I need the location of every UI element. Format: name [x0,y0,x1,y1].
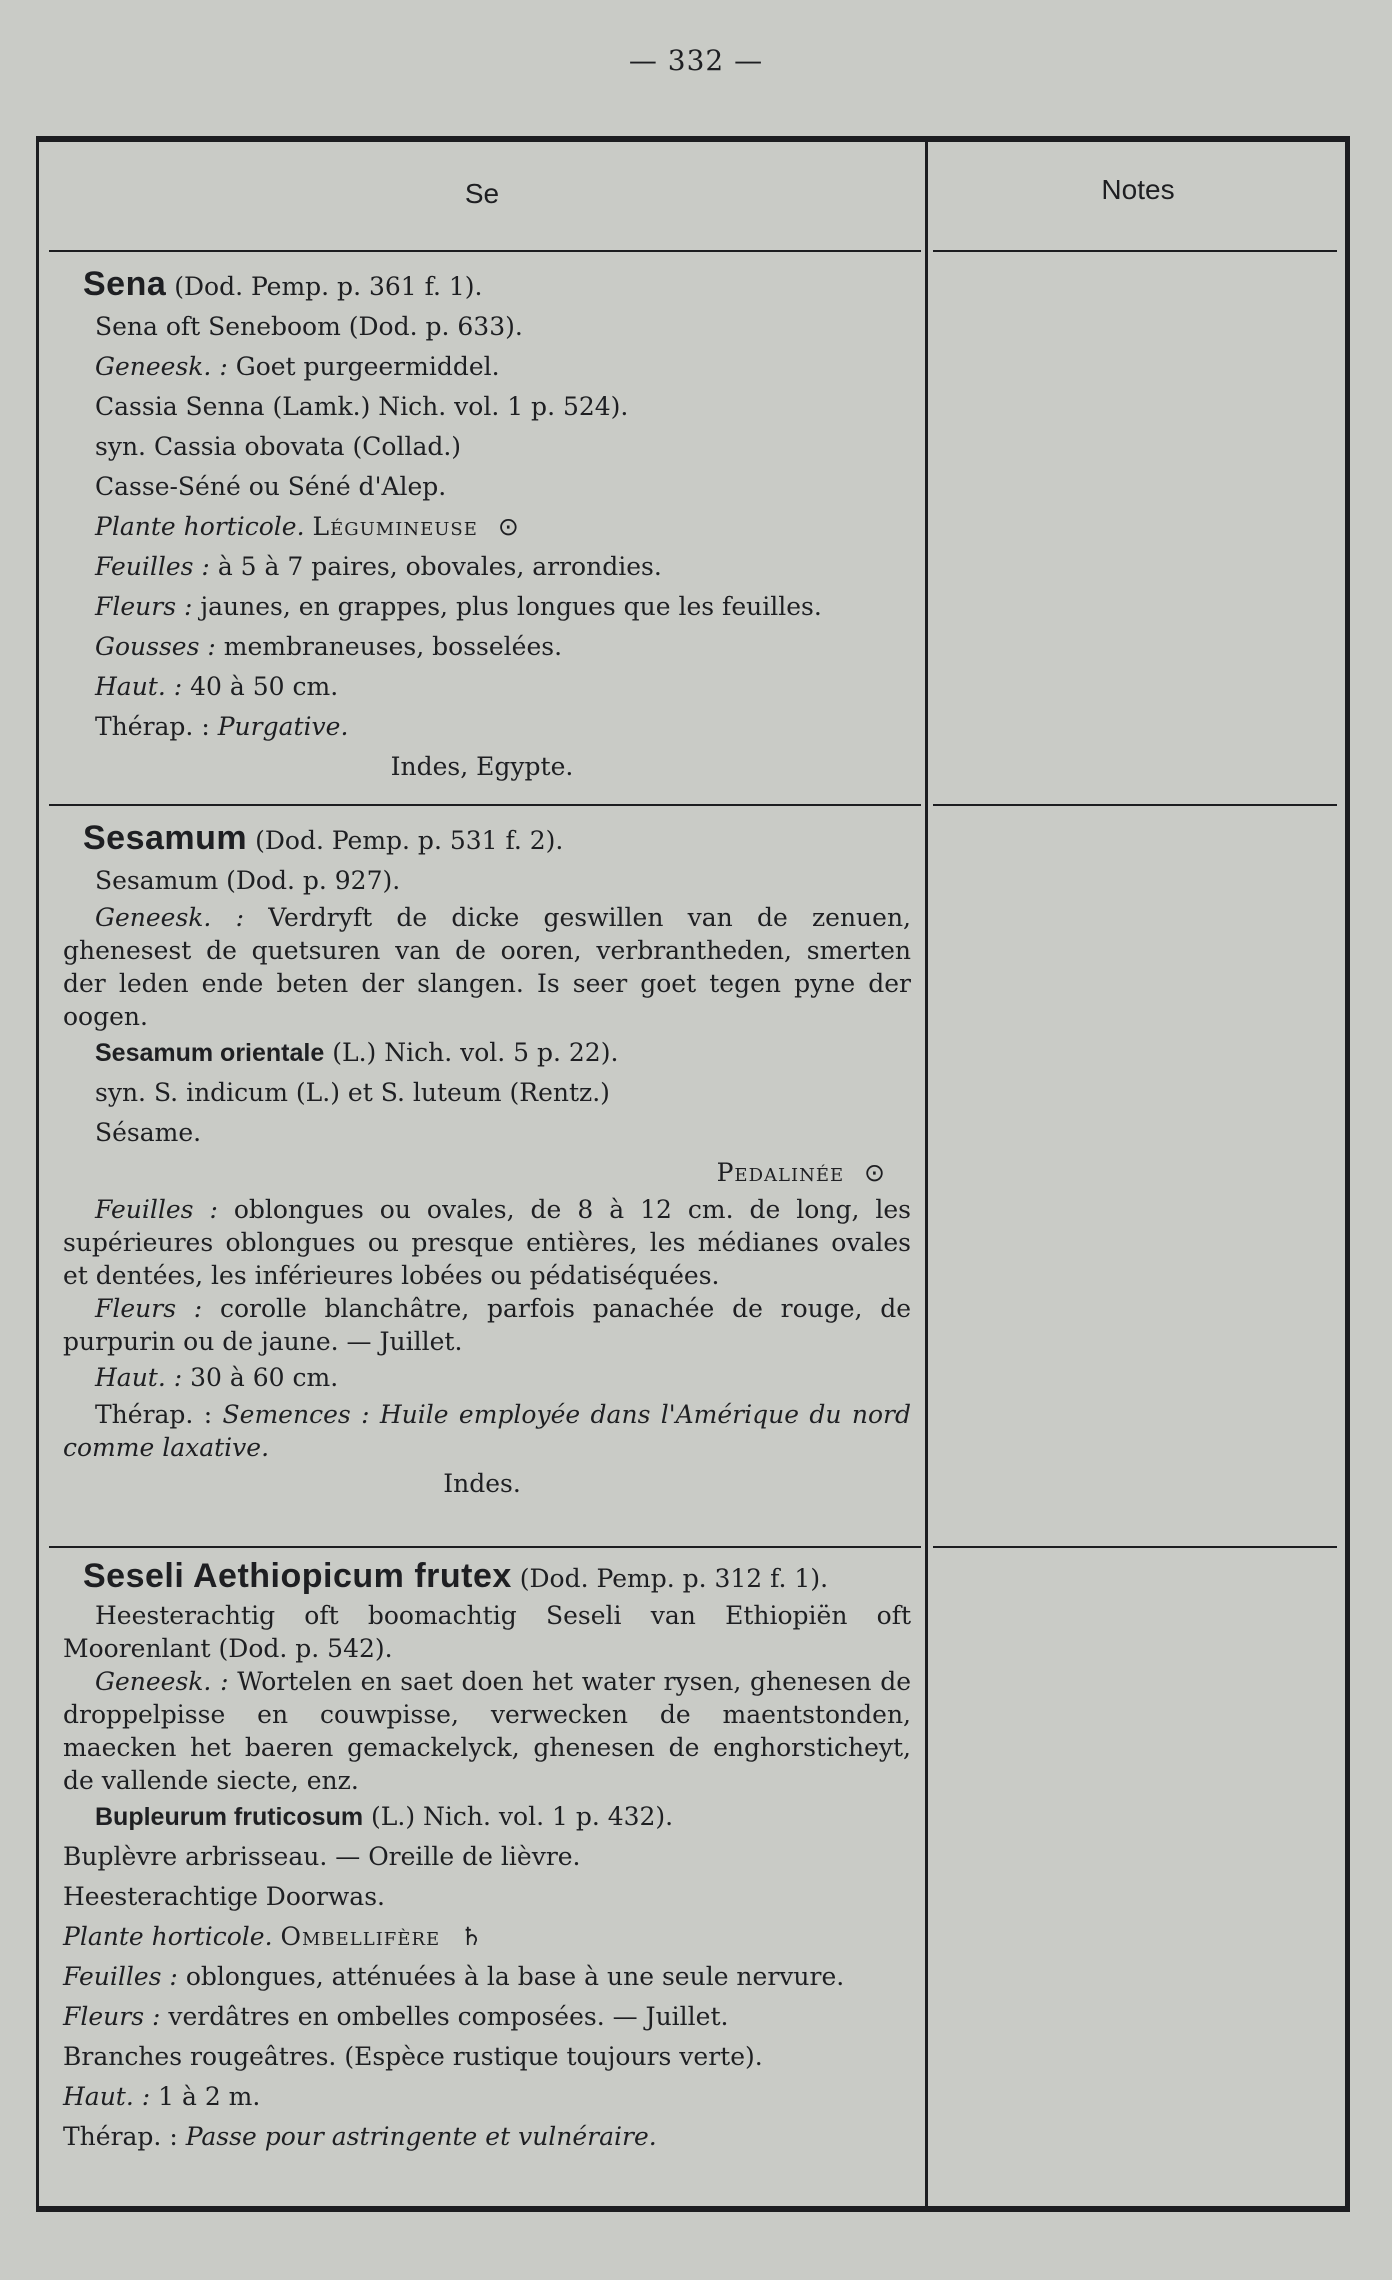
annual-symbol-icon: ⊙ [864,1158,885,1187]
entry-heading [39,1556,925,1599]
feuilles-paragraph: Feuilles : oblongues ou ovales, de 8 à 12 cm. de long, les supérieures oblongues ou presque entières, les médianes ovales et dentées, les inférieures lobées ou pédatiséquées. [63,1195,911,1290]
entry-rule-1 [49,804,921,806]
synonym-line: Sena oft Seneboom (Dod. p. 633). [95,312,523,341]
column-header-se: Se [464,178,500,209]
french-name: Casse-Séné ou Séné d'Alep. [95,472,447,501]
entry-heading [39,264,925,307]
annual-symbol-icon: ⊙ [497,512,519,541]
entry-rule-2-notes [933,1546,1337,1548]
gousses-line: Gousses : membraneuses, bosselées. [95,632,563,661]
origin: Indes. [443,1469,521,1498]
fleurs-paragraph: Fleurs : corolle blanchâtre, parfois panachée de rouge, de purpurin ou de jaune. — Juillet. [63,1294,912,1356]
reference: (Dod. Pemp. p. 361 f. 1). [174,272,483,301]
family-name: Pedalinée [716,1158,845,1187]
genus-name: Sena [83,265,167,303]
entry-sena [39,264,925,787]
fleurs-line: Fleurs : verdâtres en ombelles composées. — Juillet. [63,2002,729,2031]
geneesk-paragraph: Geneesk. : Wortelen en saet doen het water rysen, ghenesen de droppelpisse en couwpisse, verwecken de maentstonden, maecken het baeren gemackelyck, ghenesen de enghorsticheyt, de vallende siecte, enz. [63,1667,911,1795]
french-name: Buplèvre arbrisseau. — Oreille de lièvre. [63,1842,581,1871]
feuilles-line: Feuilles : oblongues, atténuées à la base à une seule nervure. [63,1962,845,1991]
haut-line: Haut. : 40 à 50 cm. [95,672,339,701]
header-rule-left [49,250,921,252]
species-line: Cassia Senna (Lamk.) Nich. vol. 1 p. 524). [95,392,629,421]
reference: (Dod. Pemp. p. 312 f. 1). [519,1564,829,1593]
reference: (Dod. Pemp. p. 531 f. 2). [255,826,564,855]
entry-rule-2 [49,1546,921,1548]
plante-family-line [39,1917,925,1957]
entry-rule-1-notes [933,804,1337,806]
entry-seseli [39,1556,925,2157]
genus-name: Seseli Aethiopicum frutex [83,1557,512,1595]
therap-paragraph: Thérap. : Semences : Huile employée dans l'Amérique du nord comme laxative. [63,1400,911,1462]
plante-label: Plante horticole. [63,1922,273,1951]
synonym-line: Sesamum (Dod. p. 927). [95,866,401,895]
syn-line: syn. Cassia obovata (Collad.) [95,432,462,461]
fleurs-line: Fleurs : jaunes, en grappes, plus longues que les feuilles. [95,592,822,621]
syn-line: syn. S. indicum (L.) et S. luteum (Rentz.) [95,1078,610,1107]
therap-line: Thérap. : Purgative. [95,712,349,741]
geneesk-paragraph: Geneesk. : Verdryft de dicke geswillen van de zenuen, ghenesest de quetsuren van de ooren, verbrantheden, smerten der leden ende beten der slangen. Is seer goet tegen pyne der oogen. [63,903,911,1031]
plante-label: Plante horticole. [95,512,305,541]
dutch-name: Heesterachtige Doorwas. [63,1882,385,1911]
therap-line: Thérap. : Passe pour astringente et vulnéraire. [63,2122,657,2151]
species-line: Bupleurum fruticosum (L.) Nich. vol. 1 p. 432). [95,1802,674,1831]
branches-line: Branches rougeâtres. (Espèce rustique toujours verte). [63,2042,763,2071]
dutch-description: Heesterachtig oft boomachtig Seseli van Ethiopiën oft Moorenlant (Dod. p. 542). [63,1601,911,1663]
page-number: — 332 — [628,44,764,77]
entry-heading [39,818,925,861]
family-name: Légumineuse [312,512,478,541]
geneesk-line: Geneesk. : Goet purgeermiddel. [95,352,500,381]
herbal-table [36,136,1350,2212]
entry-sesamum [39,818,925,1504]
column-header-notes: Notes [1101,174,1175,205]
column-divider [925,142,928,2206]
shrub-symbol-icon: ♄ [460,1922,483,1951]
origin: Indes, Egypte. [390,752,574,781]
header-rule-right [933,250,1337,252]
haut-line: Haut. : 1 à 2 m. [63,2082,261,2111]
french-name: Sésame. [95,1118,202,1147]
feuilles-line: Feuilles : à 5 à 7 paires, obovales, arrondies. [95,552,662,581]
haut-line: Haut. : 30 à 60 cm. [95,1363,339,1392]
species-line: Sesamum orientale (L.) Nich. vol. 5 p. 22). [95,1038,619,1067]
genus-name: Sesamum [83,819,248,857]
family-name: Ombellifère [280,1922,441,1951]
plante-family-line [39,507,925,547]
family-line [39,1153,925,1193]
